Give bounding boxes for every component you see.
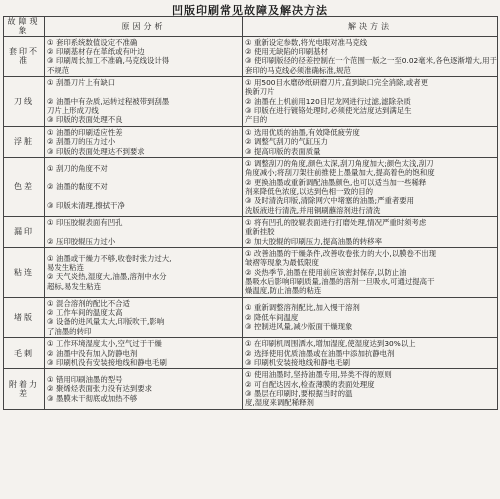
cause-line: ① 刮刀的角度不对 (47, 163, 108, 173)
cause-line (47, 192, 240, 201)
header-symptom: 故障现象 (4, 17, 45, 37)
page-title: 凹版印刷常见故障及解决方法 (172, 4, 328, 17)
table-row (4, 77, 498, 127)
cause-line: 易发生粘连 (47, 263, 84, 273)
cause-line: ① 工作环境湿度太小,空气过于干燥 (47, 339, 162, 349)
solution-line: ③ 印刷机安装接地线和静电毛刷 (245, 357, 351, 367)
solution-line: ① 重新调整溶剂配比,加入慢干溶剂 (245, 303, 360, 313)
solution-line: ① 重新设定参数,将光电眼对准马克线 (245, 37, 368, 47)
cause-line: ① 印压胶辊表面有凹孔 (47, 217, 123, 227)
table-row (4, 338, 498, 369)
solution-line: 洗版液进行清洗,并用铜刷蘸溶剂进行清洗 (245, 205, 381, 215)
cause-line: ① 混合溶剂的配比不合适 (47, 298, 130, 308)
solution-line: ③ 及时清洗印版,清除网穴中堵塞的油墨;严重者要用 (245, 196, 415, 206)
solution-cell (243, 126, 498, 157)
fault-name: 堵版 (4, 297, 45, 337)
solution-line: ② 加大胶辊的印刷压力,提高油墨的转移率 (245, 236, 382, 246)
solution-line: 燥温度,防止油墨的粘连 (245, 286, 322, 296)
cause-cell (45, 77, 243, 127)
cause-line: ③ 印刷机没有安装接地线和静电毛刷 (47, 357, 167, 367)
cause-line: 了油墨的转印 (47, 326, 92, 336)
fault-name: 附着力差 (4, 369, 45, 409)
solution-line: ② 选择使用优质油墨或在油墨中添加抗静电剂 (245, 348, 395, 358)
fault-name: 色差 (4, 157, 45, 216)
cause-line (47, 173, 240, 182)
solution-cell (243, 297, 498, 337)
solution-cell (243, 77, 498, 127)
cause-line: ③ 印版的表面处理不良 (47, 115, 123, 125)
table-header-row (4, 17, 498, 37)
solution-line: ③ 提高印版的表面质量 (245, 146, 321, 156)
cause-cell (45, 369, 243, 409)
cause-line: ① 错用印刷油墨的型号 (47, 374, 123, 384)
header-cause: 原因分析 (45, 17, 243, 37)
cause-line: ② 油墨中没有加入防静电剂 (47, 348, 138, 358)
solution-line: 重新挂胶 (245, 227, 275, 237)
solution-cell (243, 338, 498, 369)
solution-line: 角度减小;将刮刀架往前推使上墨量加大,提高着色的饱和度 (245, 168, 435, 178)
cause-cell (45, 216, 243, 247)
cause-cell (45, 338, 243, 369)
solution-line: 套印的马克线必须准确标准,规范 (245, 65, 351, 75)
cause-line: ③ 设备的进风量太大,印版吹干,影响 (47, 317, 165, 327)
solution-line: ② 炎热季节,油墨在使用前应该密封保存,以防止油 (245, 267, 407, 277)
solution-line: 墨吸水后影响印刷质量,油墨的溶剂一旦吸水,可通过提高干 (245, 277, 435, 287)
solution-line: ② 使用无缺陷的印刷基材 (245, 47, 328, 57)
table-row (4, 248, 498, 298)
fault-name: 毛刺 (4, 338, 45, 369)
cause-line: ① 油墨或干燥力不够,收卷时张力过大, (47, 253, 172, 263)
cause-line: ③ 墨膜未干彻底或加热不够 (47, 393, 138, 403)
header-solution: 解决方法 (243, 17, 498, 37)
table-row (4, 297, 498, 337)
solution-line: 产目的 (245, 115, 268, 125)
cause-line: ③ 印版的表面处理达不到要求 (47, 146, 145, 156)
table-row (4, 157, 498, 216)
solution-line: ① 使用油墨时,坚持油墨专用,异类不得的原则 (245, 370, 392, 380)
cause-line (47, 227, 240, 236)
solution-line: 度,湿度来调配稀释剂 (245, 398, 314, 408)
fault-name: 漏印 (4, 216, 45, 247)
solution-cell (243, 157, 498, 216)
solution-line: ① 将有凹孔的胶辊表面进行打磨处理,情况严重时须考虑 (245, 217, 427, 227)
cause-line: ① 油墨的印刷适应性差 (47, 127, 123, 137)
solution-cell (243, 216, 498, 247)
solution-line: ① 选用优质的油墨,有效降低疲劳度 (245, 127, 360, 137)
solution-line: 皱褶等现象为最低限度 (245, 258, 319, 268)
cause-cell (45, 126, 243, 157)
solution-cell (243, 369, 498, 409)
solution-line: ② 可自配达因水,检查薄膜的表面处理度 (245, 379, 375, 389)
solution-line: ① 在印刷机周围洒水,增加湿度,使湿度达到30%以上 (245, 339, 416, 349)
cause-line: ① 刮墨刀片上有缺口 (47, 78, 116, 88)
solution-line: ② 更换油墨或重新调配油墨颜色,也可以适当加一些稀释 (245, 177, 427, 187)
solution-line: ② 降低车间温度 (245, 312, 299, 322)
solution-line: ② 调整气刮刀的气缸压力 (245, 137, 328, 147)
cause-line (47, 87, 240, 96)
cause-line: ③ 印刷周长加工不准确,马克线设计得 (47, 56, 170, 66)
cause-cell (45, 297, 243, 337)
fault-name: 套印不准 (4, 36, 45, 76)
table-row (4, 126, 498, 157)
cause-line: ② 油墨的黏度不对 (47, 182, 108, 192)
cause-line: ② 聚烯烃表面张力没有达到要求 (47, 384, 153, 394)
cause-line: 不规范 (47, 65, 70, 75)
cause-line: ② 压印胶辊压力过小 (47, 236, 116, 246)
fault-name: 浮脏 (4, 126, 45, 157)
solution-line: ① 调整刮刀的角度,颜色太深,刮刀角度加大;颜色太浅,刮刀 (245, 158, 434, 168)
solution-line: 换新刀片 (245, 87, 275, 97)
cause-line: ② 刮墨刀的压力过小 (47, 137, 116, 147)
table-row (4, 369, 498, 409)
solution-line: ① 用500目水磨砂纸研磨刀片,直到缺口完全消除,或者更 (245, 78, 428, 88)
solution-cell (243, 36, 498, 76)
cause-line: 刀片上形成刀线 (47, 106, 99, 116)
cause-line: ② 工作车间的温度太高 (47, 308, 123, 318)
cause-cell (45, 36, 243, 76)
cause-line: ① 套印系统数值设定不准确 (47, 37, 138, 47)
cause-line: ③ 印版未清理,擦拭干净 (47, 200, 125, 210)
solution-line: ③ 墨层在印刷时,要根据当时的温 (245, 388, 353, 398)
solution-cell (243, 248, 498, 298)
cause-line: ② 天气炎热,湿度大,油墨,溶剂中水分 (47, 272, 167, 282)
cause-line: 超标,易发生粘连 (47, 281, 102, 291)
table-row (4, 36, 498, 76)
solution-line: 剂来降低色浓度,以达到色相一致的目的 (245, 186, 373, 196)
fault-name: 刀线 (4, 77, 45, 127)
cause-cell (45, 248, 243, 298)
solution-line: ③ 使印刷版径的径差控制在一个范围一版之一至0.02毫米,各色逐渐增大,用于 (245, 56, 497, 66)
solution-line: ③ 印版在进行镀铬处理时,必须使光洁度达到满足生 (245, 106, 412, 116)
solution-line: ② 油墨在上机前用120目尼龙网进行过滤,滤除杂质 (245, 96, 411, 106)
solution-line: ① 改善油墨的干燥条件,改善收卷张力的大小,以膜卷不出现 (245, 249, 437, 259)
solution-line: ③ 控制进风量,减少版面干燥现象 (245, 322, 353, 332)
table-row (4, 216, 498, 247)
cause-cell (45, 157, 243, 216)
cause-line: ② 油墨中有杂质,运转过程被带到刮墨 (47, 96, 170, 106)
troubleshooting-table (3, 16, 498, 410)
cause-line: ② 印刷基材存在革纸或有叶边 (47, 47, 145, 57)
fault-name: 粘连 (4, 248, 45, 298)
